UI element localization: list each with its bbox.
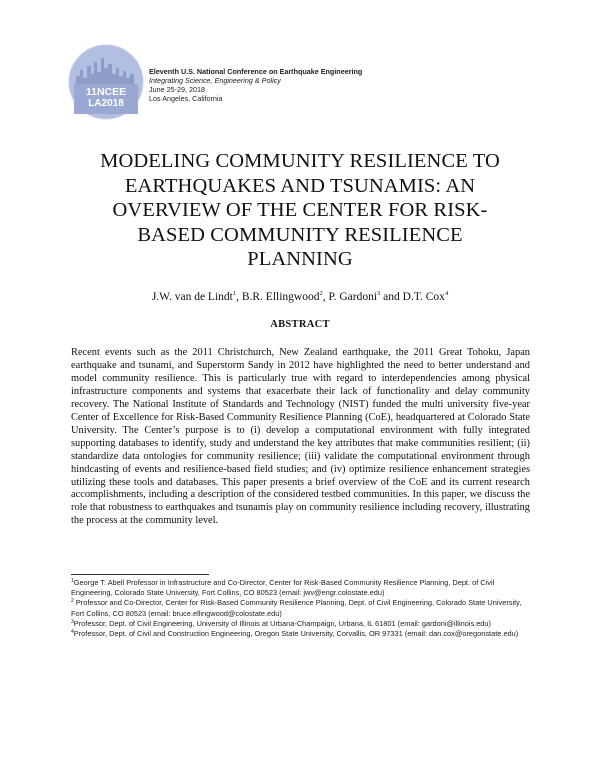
conference-header bbox=[149, 67, 362, 103]
footnote-number: 2 bbox=[71, 598, 74, 605]
abstract-body: Recent events such as the 2011 Christchurch, New Zealand earthquake, the 2011 Great Tohoku, Japan earthquake and tsunami, and Superstorm Sandy in 2012 have highlighted the need to better understand and model community resilience. This is particularly true with regard to interdependencies among physical infrastructure components and systems that exacerbate their lack of functionality and delay community recovery. The National Institute of Standards and Technology (NIST) funded the multi university five-year Center of Excellence for Risk-Based Community Resilience Planning (CoE), headquartered at Colorado State University. The Center’s purpose is to (i) develop a computational environment with fully integrated supporting databases to identify, study and understand the key attributes that make communities resilient; (ii) standardize data ontologies for community resilience; (iii) validate the computational environment through hindcasting of events and resilience-based field studies; and (iv) optimize resilience enhancement strategies utilizing these tools and databases. This paper presents a brief overview of the CoE and its current research accomplishments, including a description of the considered testbed communities. In this paper, we discuss the role that robustness to earthquakes and tsunamis play on community resilience including recovery, illustrating the process at the community level. bbox=[71, 347, 530, 527]
footnote-number: 4 bbox=[71, 629, 74, 636]
author-affiliation-mark: 3 bbox=[377, 290, 381, 297]
title-line: OVERVIEW OF THE CENTER FOR RISK- bbox=[112, 199, 488, 221]
logo-line2: LA2018 bbox=[88, 98, 124, 109]
footnote bbox=[71, 598, 533, 618]
author-affiliation-mark: 1 bbox=[232, 290, 237, 297]
footnote bbox=[71, 629, 533, 639]
footnote bbox=[71, 578, 533, 598]
author-separator: , bbox=[322, 291, 329, 303]
paper-title bbox=[60, 149, 540, 272]
abstract-heading: ABSTRACT bbox=[270, 319, 330, 330]
footnote-text: Professor, Dept. of Civil Engineering, University of Illinois at Urbana-Champaign, Urbana, IL 61801 (email: gardoni@illinois.edu) bbox=[73, 618, 491, 628]
author-name: J.W. van de Lindt bbox=[151, 291, 233, 303]
conference-name: Eleventh U.S. National Conference on Earthquake Engineering bbox=[149, 67, 363, 76]
footnote-text: George T. Abell Professor in Infrastructure and Co-Director, Center for Risk-Based Community Resilience Planning, Dept. of Civil Engineering, Colorado State University, Fort Collins, CO 80523 (email: jwv@engr.colostate.edu) bbox=[71, 578, 495, 598]
title-line: BASED COMMUNITY RESILIENCE bbox=[137, 223, 463, 246]
author-affiliation-mark: 2 bbox=[319, 290, 323, 297]
conference-logo bbox=[68, 44, 144, 120]
footnote-number: 1 bbox=[71, 578, 74, 584]
footnotes bbox=[71, 578, 533, 639]
conference-logo-graphic bbox=[68, 44, 144, 120]
conference-location: Los Angeles, California bbox=[149, 94, 223, 103]
conference-dates: June 25-29, 2018 bbox=[149, 85, 205, 94]
author-name: B.R. Ellingwood bbox=[241, 291, 320, 303]
author-separator: and bbox=[380, 291, 403, 303]
footnote bbox=[71, 619, 533, 629]
title-line: PLANNING bbox=[247, 248, 353, 270]
footnote-text: Professor and Co-Director, Center for Risk-Based Community Resilience Planning, Dept. of Civil Engineering, Colorado State University, Fort Collins, CO 80523 (email: bruce.ellingwood@colostate.edu) bbox=[71, 598, 522, 618]
author-name: D.T. Cox bbox=[402, 291, 445, 303]
author-name: P. Gardoni bbox=[328, 291, 378, 303]
conference-theme: Integrating Science, Engineering & Policy bbox=[149, 76, 281, 85]
title-line: EARTHQUAKES AND TSUNAMIS: AN bbox=[124, 174, 476, 197]
title-line: MODELING COMMUNITY RESILIENCE TO bbox=[100, 150, 500, 172]
footnote-number: 3 bbox=[71, 618, 74, 625]
footnote-text: Professor, Dept. of Civil and Construction Engineering, Oregon State University, Corvallis, OR 97331 (email: dan.cox@oregonstate.edu) bbox=[73, 629, 519, 639]
logo-line1: 11NCEE bbox=[85, 86, 127, 98]
author-separator: , bbox=[236, 291, 242, 303]
author-list bbox=[60, 290, 540, 304]
footnote-divider bbox=[71, 574, 209, 575]
author-affiliation-mark: 4 bbox=[444, 290, 449, 297]
